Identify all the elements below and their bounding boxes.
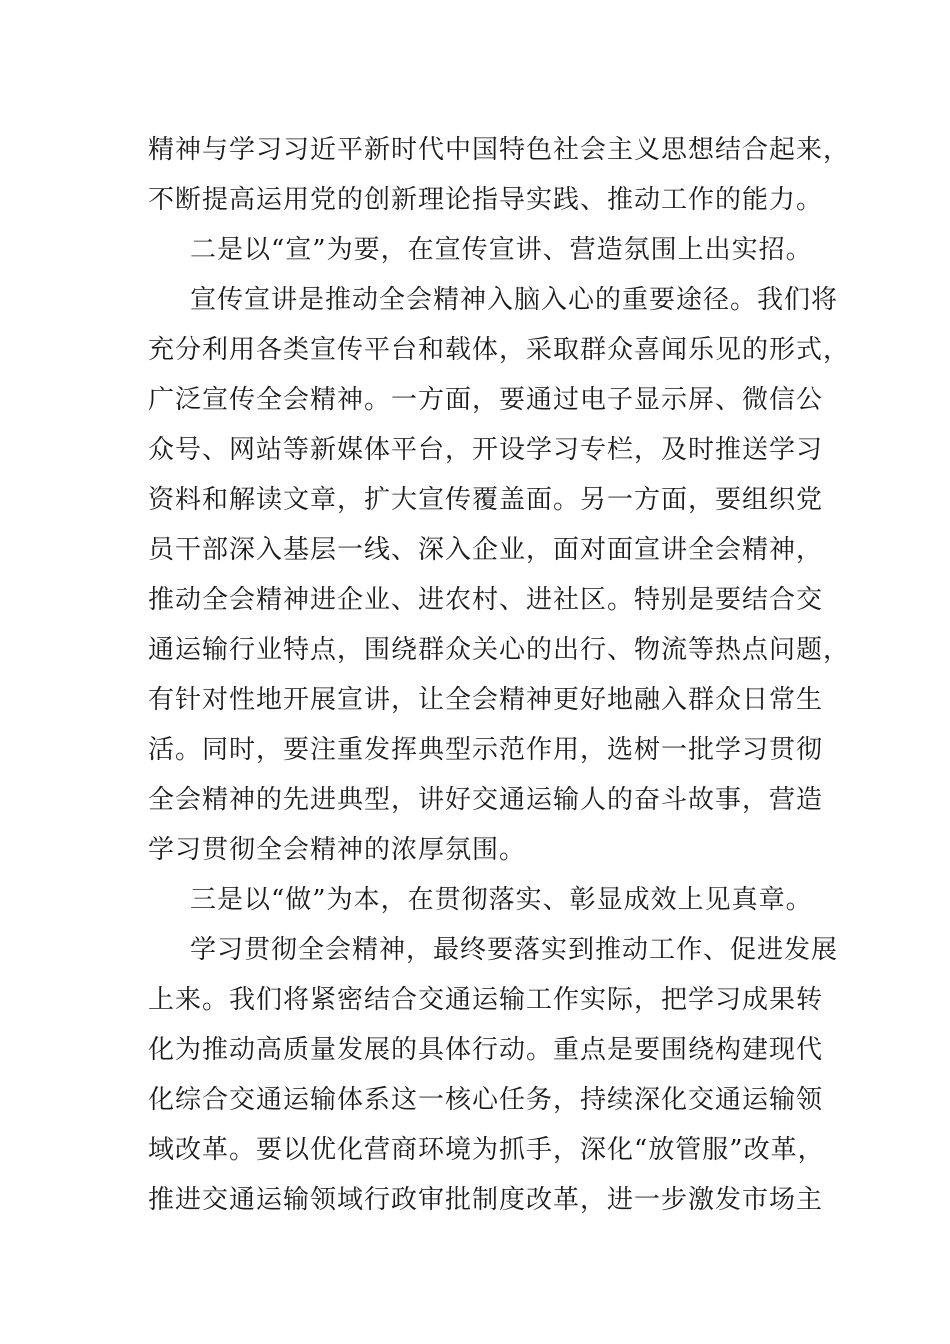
text-line: 推动全会精神进企业、进农村、进社区。特别是要结合交: [148, 585, 824, 615]
text-line: 员干部深入基层一线、深入企业，面对面宣讲全会精神，: [148, 535, 824, 565]
text-line: 上来。我们将紧密结合交通运输工作实际，把学习成果转: [148, 985, 824, 1015]
text-line: 不断提高运用党的创新理论指导实践、推动工作的能力。: [148, 185, 824, 215]
text-line: 精神与学习习近平新时代中国特色社会主义思想结合起来，: [148, 135, 851, 165]
text-line: 有针对性地开展宣讲，让全会精神更好地融入群众日常生: [148, 685, 824, 715]
text-line: 学习贯彻全会精神，最终要落实到推动工作、促进发展: [190, 935, 839, 965]
text-line: 推进交通运输领域行政审批制度改革，进一步激发市场主: [148, 1185, 824, 1215]
text-line: 全会精神的先进典型，讲好交通运输人的奋斗故事，营造: [148, 785, 824, 815]
text-line: 充分利用各类宣传平台和载体，采取群众喜闻乐见的形式，: [148, 335, 851, 365]
text-line: 广泛宣传全会精神。一方面，要通过电子显示屏、微信公: [148, 385, 824, 415]
text-line: 域改革。要以优化营商环境为抓手，深化“放管服”改革，: [148, 1135, 825, 1165]
text-line: 活。同时，要注重发挥典型示范作用，选树一批学习贯彻: [148, 735, 824, 765]
text-line: 资料和解读文章，扩大宣传覆盖面。另一方面，要组织党: [148, 485, 824, 515]
section-heading: 二是以“宣”为要，在宣传宣讲、营造氛围上出实招。: [190, 235, 813, 265]
text-line: 众号、网站等新媒体平台，开设学习专栏，及时推送学习: [148, 435, 824, 465]
text-line: 化为推动高质量发展的具体行动。重点是要围绕构建现代: [148, 1035, 824, 1065]
text-line: 通运输行业特点，围绕群众关心的出行、物流等热点问题，: [148, 635, 851, 665]
text-line: 宣传宣讲是推动全会精神入脑入心的重要途径。我们将: [190, 285, 839, 315]
text-line: 学习贯彻全会精神的浓厚氛围。: [148, 835, 527, 865]
section-heading: 三是以“做”为本，在贯彻落实、彰显成效上见真章。: [190, 885, 813, 915]
text-line: 化综合交通运输体系这一核心任务，持续深化交通运输领: [148, 1085, 824, 1115]
